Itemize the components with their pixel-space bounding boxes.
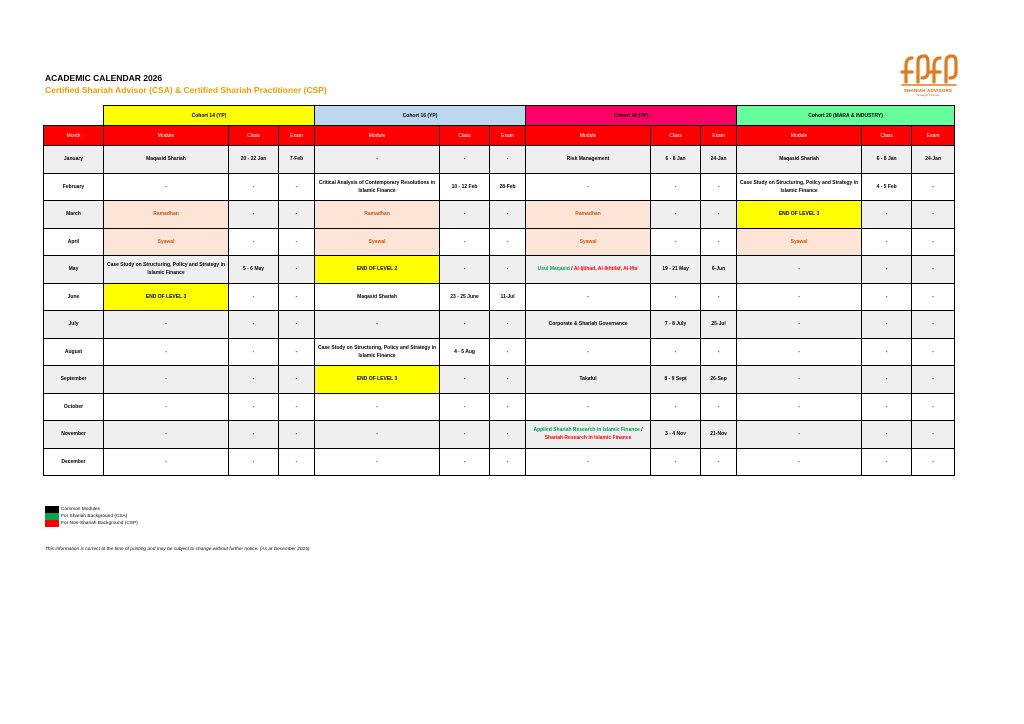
month-cell: September [44,366,104,394]
c14-class-cell: - [229,228,279,256]
c20-module-cell: - [737,421,862,449]
csp-module-text: Al-Ijtihad, Al-Ikhtilaf, Al-Ifta' [573,266,639,273]
month-cell: June [44,283,104,311]
c18-exam-cell: 6-Jun [701,256,737,284]
month-cell: August [44,338,104,366]
c20-class-cell: - [862,421,912,449]
c16-exam-cell: - [490,421,526,449]
c16-module-cell: - [315,448,440,476]
c14-exam-header: Exam [279,126,315,146]
legend-item-csp [45,520,138,527]
c14-exam-cell: - [279,228,315,256]
c16-exam-cell: 11-Jul [490,283,526,311]
month-header: Month [44,126,104,146]
c18-class-cell: - [651,201,701,229]
c18-exam-header: Exam [701,126,737,146]
c16-module-cell: Case Study on Structuring, Policy and Strategy in Islamic Finance [315,338,440,366]
c16-class-cell: - [440,311,490,339]
c18-class-cell: - [651,283,701,311]
month-cell: November [44,421,104,449]
c18-module-cell: Syawal [526,228,651,256]
c18-module-cell: Risk Management [526,146,651,174]
c18-exam-cell: - [701,283,737,311]
c18-exam-cell: 25-Jul [701,311,737,339]
c20-module-cell: - [737,283,862,311]
c18-module-cell: - [526,448,651,476]
c20-exam-cell: - [912,421,955,449]
c14-class-cell: - [229,283,279,311]
c16-module-cell: Maqasid Shariah [315,283,440,311]
c18-module-cell: - [526,173,651,201]
c20-exam-header: Exam [912,126,955,146]
c18-class-cell: - [651,338,701,366]
legend-swatch [45,513,59,520]
c14-class-cell: - [229,201,279,229]
c16-exam-cell: - [490,311,526,339]
c16-class-header: Class [440,126,490,146]
c16-exam-cell: - [490,366,526,394]
c18-module-cell: Corporate & Shariah Governance [526,311,651,339]
c20-class-cell: - [862,283,912,311]
legend [45,506,138,527]
c16-module-cell: - [315,311,440,339]
c14-class-cell: - [229,366,279,394]
c20-exam-cell: 24-Jan [912,146,955,174]
table-row [44,338,955,366]
legend-item-common [45,506,138,513]
table-row [44,173,955,201]
c20-exam-cell: - [912,311,955,339]
table-row [44,448,955,476]
module-separator: / [569,266,574,273]
c18-module-cell: - [526,338,651,366]
c16-class-cell: - [440,421,490,449]
c14-module-cell: Maqasid Shariah [104,146,229,174]
c20-exam-cell: - [912,283,955,311]
c20-class-cell: - [862,366,912,394]
month-cell: May [44,256,104,284]
c20-module-cell: Syawal [737,228,862,256]
c16-class-cell: 4 - 5 Aug [440,338,490,366]
c16-module-cell: - [315,393,440,421]
table-row [44,256,955,284]
c20-class-cell: - [862,311,912,339]
c18-module-cell: Takaful [526,366,651,394]
table-row [44,228,955,256]
logo-text: SHARIAH ADVISORS [903,88,953,93]
cohort-18-header: Cohort 18 (YP) [526,106,737,126]
page-title: ACADEMIC CALENDAR 2026 [45,73,163,83]
c16-exam-cell: - [490,228,526,256]
c18-class-cell: 19 - 21 May [651,256,701,284]
c16-class-cell: - [440,366,490,394]
month-cell: October [44,393,104,421]
legend-label: For Non-Shariah Background (CSP) [61,521,138,526]
legend-swatch [45,520,59,527]
c20-class-cell: 6 - 8 Jan [862,146,912,174]
c14-exam-cell: - [279,173,315,201]
c20-module-cell: Case Study on Structuring, Policy and Strategy in Islamic Finance [737,173,862,201]
csa-module-text: Applied Shariah Research in Islamic Finance [533,427,640,434]
c14-class-cell: - [229,311,279,339]
c16-class-cell: - [440,146,490,174]
c14-module-cell: - [104,421,229,449]
month-cell: January [44,146,104,174]
c14-class-cell: 20 - 22 Jan [229,146,279,174]
c14-exam-cell: - [279,283,315,311]
legend-label: Common Modules [61,507,100,512]
c18-exam-cell: - [701,228,737,256]
c14-exam-cell: - [279,421,315,449]
c16-module-cell: Syawal [315,228,440,256]
c14-module-cell: - [104,393,229,421]
c16-class-cell: 23 - 25 June [440,283,490,311]
c16-class-cell: - [440,448,490,476]
c14-class-header: Class [229,126,279,146]
table-row [44,311,955,339]
c20-module-cell: - [737,338,862,366]
table-row [44,283,955,311]
c14-exam-cell: - [279,256,315,284]
c20-class-cell: - [862,393,912,421]
c16-exam-cell: 28-Feb [490,173,526,201]
c14-class-cell: - [229,393,279,421]
c14-module-cell: Ramadhan [104,201,229,229]
c20-module-cell: - [737,448,862,476]
legend-swatch [45,506,59,513]
c18-module-header: Module [526,126,651,146]
c18-exam-cell: 24-Jan [701,146,737,174]
c16-exam-header: Exam [490,126,526,146]
c16-exam-cell: - [490,448,526,476]
c18-exam-cell: - [701,201,737,229]
c18-class-cell: 6 - 8 Jan [651,146,701,174]
month-cell: February [44,173,104,201]
csa-module-text: Usul Maqasid [537,266,570,273]
c18-class-cell: 8 - 9 Sept [651,366,701,394]
c20-class-cell: - [862,228,912,256]
table-row [44,393,955,421]
c20-module-cell: - [737,311,862,339]
c16-exam-cell: - [490,256,526,284]
c20-exam-cell: - [912,338,955,366]
cohort-header-row [44,106,955,126]
c20-module-cell: Maqasid Shariah [737,146,862,174]
c16-module-cell: Critical Analysis of Contemporary Resolutions in Islamic Finance [315,173,440,201]
c18-module-cell: Ramadhan [526,201,651,229]
c14-exam-cell: - [279,366,315,394]
c18-class-cell: 7 - 8 July [651,311,701,339]
c18-class-cell: - [651,448,701,476]
table-row [44,366,955,394]
c16-module-cell: - [315,421,440,449]
c20-exam-cell: - [912,393,955,421]
table-row [44,421,955,449]
c14-exam-cell: - [279,448,315,476]
c14-exam-cell: - [279,393,315,421]
c20-exam-cell: - [912,448,955,476]
c20-class-cell: - [862,201,912,229]
c18-exam-cell: 26-Sep [701,366,737,394]
logo-mark-icon [898,52,958,88]
c14-exam-cell: - [279,311,315,339]
c18-exam-cell: 21-Nov [701,421,737,449]
c16-module-cell: - [315,146,440,174]
c18-class-cell: 3 - 4 Nov [651,421,701,449]
c20-module-cell: - [737,256,862,284]
c20-module-cell: - [737,393,862,421]
disclaimer-note: This information is correct at the time of printing and may be subject to change without further notice. (As at December 2025) [45,547,310,552]
c14-exam-cell: - [279,338,315,366]
c18-exam-cell: - [701,338,737,366]
month-cell: March [44,201,104,229]
c16-module-cell: END OF LEVEL 2 [315,256,440,284]
c14-module-cell: Case Study on Structuring, Policy and Strategy in Islamic Finance [104,256,229,284]
c18-class-cell: - [651,393,701,421]
c20-class-cell: - [862,338,912,366]
c20-exam-cell: - [912,201,955,229]
c18-exam-cell: - [701,393,737,421]
academic-calendar-table [43,105,955,476]
column-header-row [44,126,955,146]
c18-module-cell: - [526,393,651,421]
c18-exam-cell: - [701,448,737,476]
c20-exam-cell: - [912,366,955,394]
c14-module-header: Module [104,126,229,146]
c16-module-cell: Ramadhan [315,201,440,229]
c16-exam-cell: - [490,146,526,174]
module-separator: / [639,427,643,434]
c18-class-cell: - [651,228,701,256]
company-logo [898,52,958,98]
legend-item-csa [45,513,138,520]
c16-exam-cell: - [490,201,526,229]
logo-subtext: Strategic Finance [916,93,940,97]
c16-class-cell: - [440,393,490,421]
c14-module-cell: - [104,311,229,339]
c20-module-cell: - [737,366,862,394]
c18-module-cell [526,256,651,284]
c16-class-cell: - [440,201,490,229]
table-row [44,146,955,174]
legend-label: For Shariah Background (CSA) [61,514,128,519]
c14-module-cell: END OF LEVEL 3 [104,283,229,311]
c16-exam-cell: - [490,393,526,421]
c20-class-header: Class [862,126,912,146]
c16-module-header: Module [315,126,440,146]
c14-module-cell: - [104,448,229,476]
c14-module-cell: Syawal [104,228,229,256]
c14-exam-cell: - [279,201,315,229]
c20-class-cell: 4 - 5 Feb [862,173,912,201]
c16-exam-cell: - [490,338,526,366]
c14-module-cell: - [104,173,229,201]
c20-class-cell: - [862,448,912,476]
blank-cell [44,106,104,126]
month-cell: December [44,448,104,476]
c20-class-cell: - [862,256,912,284]
c20-module-cell: END OF LEVEL 3 [737,201,862,229]
c18-module-cell [526,421,651,449]
month-cell: July [44,311,104,339]
c20-exam-cell: - [912,173,955,201]
c20-exam-cell: - [912,228,955,256]
c16-class-cell: 10 - 12 Feb [440,173,490,201]
c14-class-cell: 5 - 6 May [229,256,279,284]
csp-module-text: Shariah Research in Islamic Finance [544,435,632,442]
c14-module-cell: - [104,338,229,366]
c20-exam-cell: - [912,256,955,284]
cohort-14-header: Cohort 14 (YP) [104,106,315,126]
c18-module-cell: - [526,283,651,311]
c14-class-cell: - [229,448,279,476]
c16-module-cell: END OF LEVEL 3 [315,366,440,394]
c20-module-header: Module [737,126,862,146]
c14-class-cell: - [229,173,279,201]
c18-exam-cell: - [701,173,737,201]
month-cell: April [44,228,104,256]
cohort-16-header: Cohort 16 (YP) [315,106,526,126]
c14-class-cell: - [229,338,279,366]
c18-class-cell: - [651,173,701,201]
c18-class-header: Class [651,126,701,146]
c14-exam-cell: 7-Feb [279,146,315,174]
page-subtitle: Certified Shariah Advisor (CSA) & Certified Shariah Practitioner (CSP) [45,85,327,95]
c16-class-cell: - [440,228,490,256]
c16-class-cell: - [440,256,490,284]
table-row [44,201,955,229]
c14-module-cell: - [104,366,229,394]
cohort-20-header: Cohort 20 (MARA & INDUSTRY) [737,106,955,126]
c14-class-cell: - [229,421,279,449]
